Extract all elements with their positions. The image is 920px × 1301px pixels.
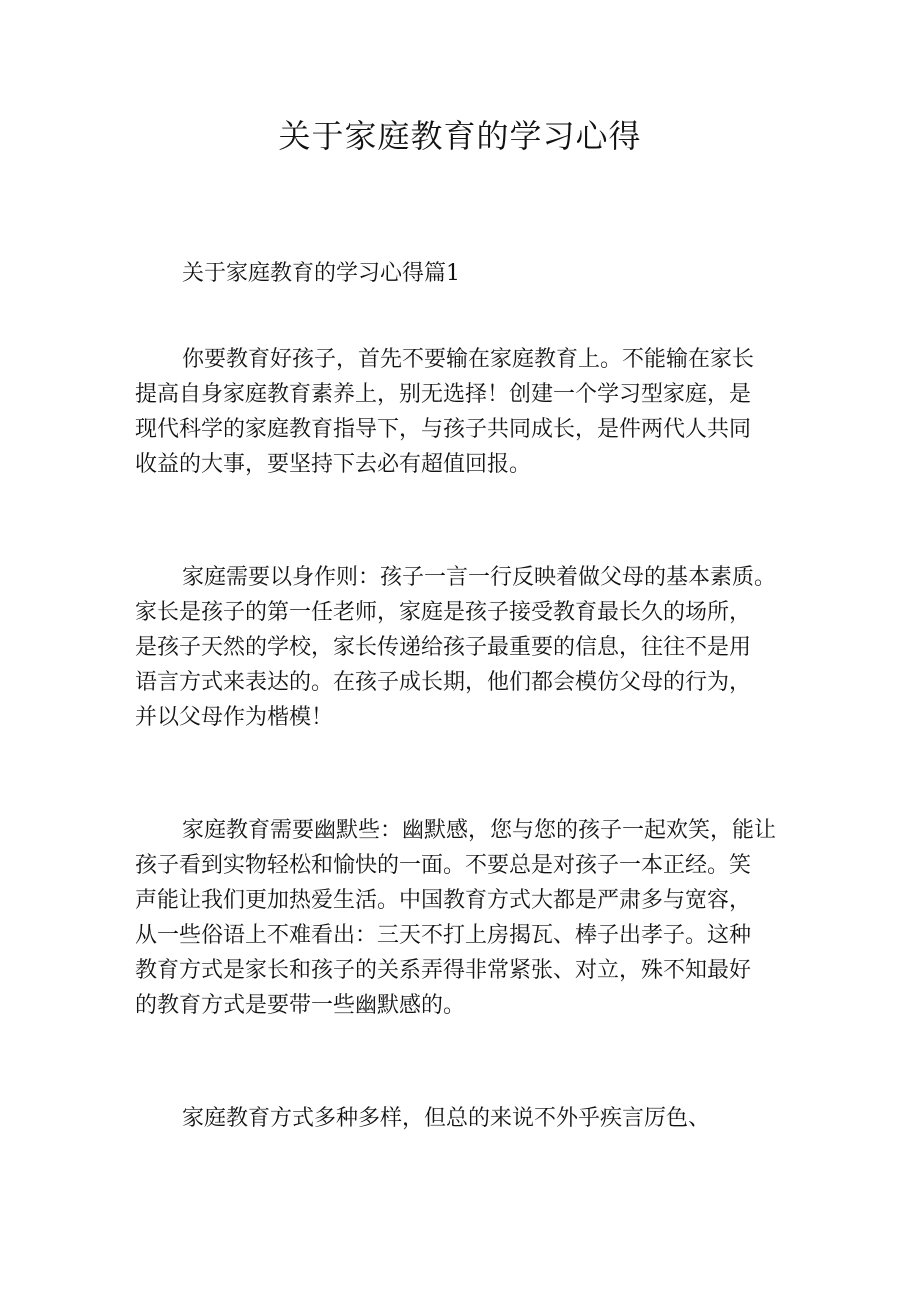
paragraph-line: 教育方式是家长和孩子的关系弄得非常紧张、对立，殊不知最好 [135, 958, 752, 983]
paragraph-line: 家庭教育需要幽默些：幽默感，您与您的孩子一起欢笑，能让 [182, 818, 777, 843]
paragraph-line: 声能让我们更加热爱生活。中国教育方式大都是严肃多与宽容， [135, 888, 752, 913]
paragraph-line: 的教育方式是要带一些幽默感的。 [135, 993, 466, 1018]
paragraph-1 [135, 342, 795, 482]
paragraph-line: 家庭需要以身作则：孩子一言一行反映着做父母的基本素质。 [182, 565, 777, 590]
paragraph-line: 收益的大事，要坚持下去必有超值回报。 [135, 452, 532, 477]
paragraph-line: 语言方式来表达的。在孩子成长期，他们都会模仿父母的行为， [135, 670, 752, 695]
section-heading: 关于家庭教育的学习心得篇1 [182, 261, 460, 286]
paragraph-line: 提高自身家庭教育素养上，别无选择！创建一个学习型家庭，是 [135, 382, 752, 407]
paragraph-line: 家庭教育方式多种多样，但总的来说不外乎疾言厉色、 [182, 1106, 711, 1131]
paragraph-3 [135, 813, 795, 1023]
paragraph-line: 孩子看到实物轻松和愉快的一面。不要总是对孩子一本正经。笑 [135, 853, 752, 878]
paragraph-4 [135, 1101, 795, 1136]
paragraph-2 [135, 560, 795, 735]
paragraph-line: 现代科学的家庭教育指导下，与孩子共同成长，是件两代人共同 [135, 417, 752, 442]
paragraph-line: 并以父母作为楷模！ [135, 705, 334, 730]
paragraph-line: 是孩子天然的学校，家长传递给孩子最重要的信息，往往不是用 [135, 635, 752, 660]
paragraph-line: 家长是孩子的第一任老师，家庭是孩子接受教育最长久的场所， [135, 600, 752, 625]
paragraph-line: 从一些俗语上不难看出：三天不打上房揭瓦、棒子出孝子。这种 [135, 923, 752, 948]
document-title: 关于家庭教育的学习心得 [278, 117, 642, 155]
paragraph-line: 你要教育好孩子，首先不要输在家庭教育上。不能输在家长 [182, 347, 755, 372]
